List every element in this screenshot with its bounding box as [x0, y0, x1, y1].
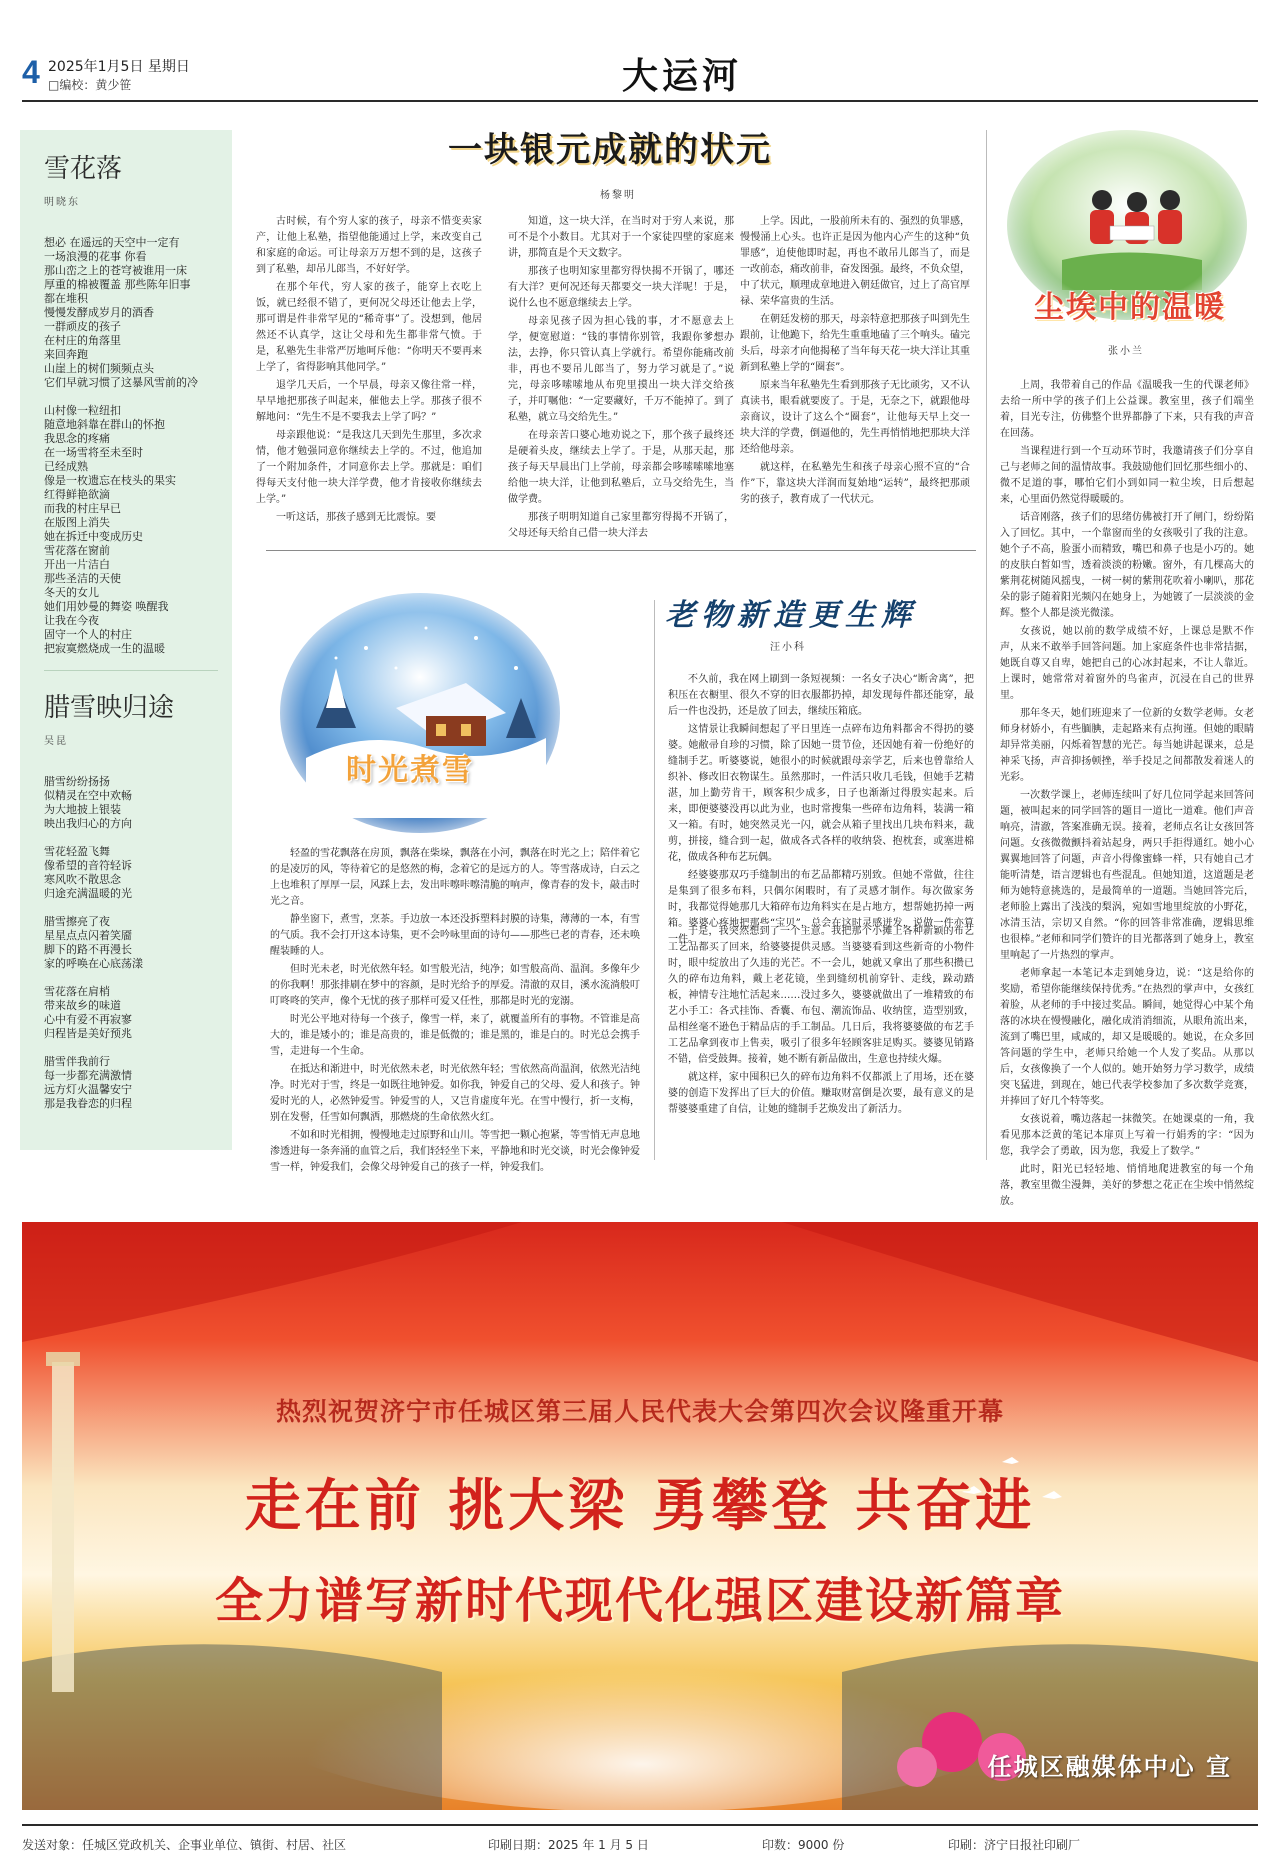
poem-line: 寒风吹不散思念: [44, 873, 121, 886]
main-story-column: [508, 214, 734, 539]
paragraph: 上周，我带着自己的作品《温暖我一生的代课老师》去给一所中学的孩子们上公益课。教室里，孩子们端坐着，目光专注，仿佛整个世界都静了下来，只有我的声音在回荡。: [1000, 380, 1254, 439]
poem-line: 随意地斜靠在群山的怀抱: [44, 418, 165, 431]
poem-line: 在村庄的角落里: [44, 334, 121, 347]
poem-line: 一场浪漫的花事 你看: [44, 250, 147, 263]
poem-stanza: [44, 1055, 218, 1111]
paragraph: 经婆婆那双巧手缝制出的布艺品都精巧别致。但她不常做，往往是集到了很多布料，只偶尔闲暇时，有了灵感才制作。每次做家务时，我都觉得她那几大箱碎布边角料实在是占地方，想帮她扔掉一两箱。婆婆心疼地把那些“宝贝”，总会在这时灵感迸发，说做一件亦算一件。: [668, 870, 974, 945]
editor-credit: □编校：黄少笹: [48, 78, 132, 92]
column-rule: [654, 600, 655, 1160]
footer-print-date: 印刷日期：2025 年 1 月 5 日: [488, 1838, 649, 1852]
poem-line: 像是一枚遗忘在枝头的果实: [44, 474, 176, 487]
poem-line: 腊雪纷纷扬扬: [44, 775, 110, 788]
poem-line: 慢慢发酵成岁月的酒香: [44, 306, 154, 319]
paragraph: 那年冬天，她们班迎来了一位新的女数学老师。女老师身材娇小，有些腼腆，走起路来有点拘谨。但她的眼睛却异常美丽，闪烁着智慧的光芒。每当她讲起课来，总是神采飞扬，声音抑扬顿挫，举手投足之间都散发着迷人的光彩。: [1000, 708, 1254, 783]
poem-line: 脚下的路不再漫长: [44, 943, 132, 956]
poem-line: 她们用妙曼的舞姿 唤醒我: [44, 600, 169, 613]
main-story-column: [740, 214, 970, 505]
paragraph: 就这样，家中囤积已久的碎布边角料不仅都派上了用场，还在婆婆的创造下发挥出了巨大的价值。赚取财富倒是次要，最有意义的是帮婆婆重建了自信，让她的缝制手艺焕发出了新活力。: [668, 1072, 974, 1115]
paragraph: 那孩子明明知道自己家里都穷得揭不开锅了，父母还每天给自己借一块大洋去: [508, 512, 734, 539]
poem-line: 红得鲜艳欲滴: [44, 488, 110, 501]
poem-line: 那些圣洁的天使: [44, 572, 121, 585]
poem-stanza: [44, 915, 218, 971]
paragraph: 于是，我突然想到了一个主意。我把那个小摊上各种新颖的布艺工艺品都买了回来，给婆婆提供灵感。当婆婆看到这些新奇的小物件时，眼中绽放出了久违的光芒。不一会儿，她就又拿出了那些积攒已久的碎布边角料，戴上老花镜，坐到缝纫机前穿针、走线，跺动踏板，神情专注地忙活起来……没过多久，婆婆就做出了一堆精致的布艺小手工：各式挂饰、香囊、布包、潮流饰品、收纳筐，造型别致，品相丝毫不逊色于精品店的手工制品。几日后，我将婆婆做的布艺手工艺品拿到夜市上售卖，吸引了很多年轻顾客驻足购买。婆婆见销路不错，倍受鼓舞。接着，她不断有新品做出，生意也持续火爆。: [668, 926, 974, 1065]
poem-line: 那是我眷恋的归程: [44, 1097, 132, 1110]
paragraph: 知道，这一块大洋，在当时对于穷人来说，那可不是个小数目。尤其对于一个家徒四壁的家庭来讲，那简直是个天文数字。: [508, 216, 734, 259]
page-number: 4: [22, 54, 40, 90]
paragraph: 当课程进行到一个互动环节时，我邀请孩子们分享自己与老师之间的温情故事。我鼓励他们回忆那些细小的、微不足道的事，哪怕它们小到如同一粒尘埃，日后想起来，心里面仍然觉得暖暖的。: [1000, 446, 1254, 505]
poem-line: 像希望的音符轻诉: [44, 859, 132, 872]
poem-line: 把寂寞燃烧成一生的温暖: [44, 642, 165, 655]
paragraph: 静坐窗下，煮雪，烹茶。手边放一本还没拆塑料封膜的诗集，薄薄的一本，有雪的气质。我不会打开这本诗集，更不会吟咏里面的诗句——那些已老的青春，还未唤醒装睡的人。: [270, 914, 640, 957]
poem-line: 开出一片洁白: [44, 558, 110, 571]
paragraph: 不久前，我在网上刷到一条短视频：一名女子决心“断舍离”，把积压在衣橱里、很久不穿的旧衣服都扔掉，却发现每件都还能穿，最后一件也没扔，还是放了回去，继续压箱底。: [668, 674, 974, 717]
banner-mission-line: 全力谱写新时代现代化强区建设新篇章: [214, 1573, 1065, 1629]
right-story-author: 张小兰: [1108, 346, 1144, 357]
poem-line: 山崖上的树们频频点头: [44, 362, 154, 375]
poem-author: 吴昆: [44, 736, 68, 747]
poem-line: 而我的村庄早已: [44, 502, 121, 515]
paragraph: 在朝廷发榜的那天，母亲特意把那孩子叫到先生跟前，让他跪下，给先生重重地磕了三个响头。磕完头后，母亲才向他揭秘了当年每天花一块大洋让其重新到私塾上学的“圈套”。: [740, 314, 970, 373]
paragraph: 上学。因此，一股前所未有的、强烈的负罪感，慢慢涌上心头。也许正是因为他内心产生的这种“负罪感”，迫使他即时起，再也不敢吊儿郎当了，而是一改前态，痛改前非，奋发图强。最终，不负众望，中了状元，顺理成章地进入朝廷做官，过上了高官厚禄、荣华富贵的生活。: [740, 216, 970, 307]
paragraph: 不如和时光相拥，慢慢地走过原野和山川。等雪把一颗心抱紧，等雪悄无声息地渗透进每一条奔涌的血管之后，我们轻轻坐下来，平静地和时光交谈，时光会像钟爱雪一样，钟爱我们，会像父母钟爱自己的孩子一样，钟爱我们。: [270, 1130, 640, 1173]
poem-line: 腊雪擦亮了夜: [44, 915, 110, 928]
poem-line: 归程皆是美好预兆: [44, 1027, 132, 1040]
poem-line: 在一场雪将至未至时: [44, 446, 143, 459]
poem-line: 雪花落在窗前: [44, 544, 110, 557]
paragraph: 一次数学课上，老师连续叫了好几位同学起来回答问题，被叫起来的同学回答的题目一道比一道难。他们声音响亮，清澈，答案准确无误。接着，老师点名让女孩回答问题。女孩微微颤抖着站起身，两只手拒得通红。她小心翼翼地回答了问题，声音小得像蜜蜂一样，只有她自己才能听清楚，语言逻辑也有些混乱。但她知道，这道题是老师为她特意挑选的，是最简单的一道题。当她回答完后，老师脸上露出了浅浅的梨涡，宛如雪地里绽放的小野花，冰清玉洁，宗切又自然。“你的回答非常准确，逻辑思维也很棒。”老师和同学们赞许的目光都落到了她身上，教室里响起了一片热烈的掌声。: [1000, 790, 1254, 961]
paragraph: 话音刚落，孩子们的思绪仿佛被打开了闸门，纷纷陷入了回忆。其中，一个靠窗而坐的女孩吸引了我的注意。她个子不高，脸蛋小而精致，嘴巴和鼻子也是小巧的。她的皮肤白皙如雪，透着淡淡的粉嫩。窗外，有几棵高大的紫荆花树随风摇曳，一树一树的紫荆花吹着小喇叭，那花朵的影子随着阳光频闪在她身上，为她镀了一层淡淡的金辉。整个人都是淡光微漾。: [1000, 512, 1254, 619]
paragraph: 老师拿起一本笔记本走到她身边，说：“这是给你的奖励，希望你能继续保持优秀。”在热烈的掌声中，女孩红着脸，从老师的手中接过奖品。瞬间，她觉得心中某个角落的冰块在慢慢融化，融化成消消细流，从眼角流出来，流到了嘴巴里，咸咸的，却又是暖暖的。她说，在众多回答问题的学生中，老师只给她一个人发了奖品。从那以后，女孩像换了一个人似的。她开始努力学习数学，成绩突飞猛进，到现在，她已代表学校参加了多次数学竞赛，并捧回了好几个特等奖。: [1000, 968, 1254, 1107]
footer-recipients: 发送对象：任城区党政机关、企事业单位、镇街、村居、社区: [22, 1838, 347, 1852]
paragraph: 在那个年代，穷人家的孩子，能穿上衣吃上饭，就已经很不错了，更何况父母还让他去上学，那可谓是件非常罕见的“稀奇事”了。没想到，他居然还不认真学，这让父母和先生都非常气愤。于是，私塾先生非常严厉地呵斥他：“你明天不要再来上学了，省得影响其他同学。”: [256, 282, 482, 373]
winter-snow-image: [276, 588, 564, 838]
paragraph: 女孩说着，嘴边落起一抹微笑。在她课桌的一角，我看见那本泛黄的笔记本扉页上写着一行娟秀的字：“因为您，我学会了勇敢，因为您，我爱上了数学。”: [1000, 1114, 1254, 1157]
poem-line: 腊雪伴我前行: [44, 1055, 110, 1068]
paragraph: 一听这话，那孩子感到无比震惊。要: [276, 512, 436, 523]
poem-body: [44, 775, 218, 1111]
paragraph: 原来当年私塾先生看到那孩子无比顽劣，又不认真读书，眼看就要废了。于是，无奈之下，就跟他母亲商议，设计了这么个“圈套”，让他每天早上交一块大洋的学费，倒逼他的，先生再悄悄地把那块大洋还给他母亲。: [740, 380, 970, 455]
poem-line: 山村像一粒纽扣: [44, 404, 121, 417]
poem-line: 都在堆积: [44, 292, 88, 305]
poetry-column: [20, 130, 232, 1150]
main-story-author: 杨黎明: [600, 190, 636, 201]
poem-line: 为大地披上银装: [44, 803, 121, 816]
paragraph: 那孩子也明知家里都穷得快揭不开锅了，哪还有大洋？更何况还每天都要交一块大洋呢！于是，说什么也不愿意继续去上学。: [508, 266, 734, 309]
paragraph: 此时，阳光已轻轻地、悄悄地爬进教室的每一个角落，教室里微尘漫舞，美好的梦想之花正在尘埃中悄然绽放。: [1000, 1164, 1254, 1207]
poem-body: [44, 236, 218, 656]
poem-line: 固守一个人的村庄: [44, 628, 132, 641]
section-title: 大运河: [621, 55, 742, 97]
poem-line: 雪花落在肩梢: [44, 985, 110, 998]
right-story-column: [1000, 378, 1254, 1207]
poem-stanza: [44, 404, 218, 656]
paragraph: 时光公平地对待每一个孩子，像雪一样，来了，就覆盖所有的事物。不管谁是高大的，谁是矮小的；谁是高贵的，谁是低微的；谁是黑的，谁是白的。时光总会携手雪，走进每一个生命。: [270, 1014, 640, 1057]
poem-line: 我思念的疼痛: [44, 432, 110, 445]
poem-line: 远方灯火温馨安宁: [44, 1083, 132, 1096]
poem-line: 家的呼唤在心底荡漾: [44, 957, 143, 970]
poem-line: 来回奔跑: [44, 348, 88, 361]
poem-stanza: [44, 985, 218, 1041]
main-story-title: 一块银元成就的状元: [448, 130, 772, 170]
poem-line: 归途充满温暖的光: [44, 887, 132, 900]
poem-line: 已经成熟: [44, 460, 88, 473]
banner-organization: 任城区融媒体中心 宣: [987, 1753, 1232, 1781]
winter-scene-illustration: [276, 588, 564, 838]
poem-line: 一群顽皮的孩子: [44, 320, 121, 333]
story2-title: 老物新造更生辉: [665, 598, 917, 633]
poem-line: 它们早就习惯了这暴风雪前的冷: [44, 376, 198, 389]
paragraph: 女孩说，她以前的数学成绩不好，上课总是默不作声，从来不敢举手回答问题。加上家庭条件也非常拮据，她既自尊又自卑，她把自己的心冰封起来，不让人靠近。上课时，她常常对着窗外的鸟雀声，沉浸在自己的世界里。: [1000, 626, 1254, 701]
poem-stanza: [44, 775, 218, 831]
winter-story-column: [270, 846, 640, 1173]
poem-line: 似精灵在空中欢畅: [44, 789, 132, 802]
poem-1: [44, 148, 218, 656]
paragraph: 退学几天后，一个早晨，母亲又像往常一样，早早地把那孩子叫起来，催他去上学。那孩子很不解地问：“先生不是不要我去上学了吗？”: [256, 380, 482, 423]
poem-line: 每一步都充满激情: [44, 1069, 132, 1082]
congratulation-banner: [22, 1222, 1258, 1810]
issue-date: 2025年1月5日 星期日: [48, 59, 190, 75]
poem-title: 雪花落: [44, 154, 123, 184]
banner-slogan-line: 走在前 挑大梁 勇攀登 共奋进: [244, 1474, 1036, 1539]
section-rule: [266, 550, 976, 551]
footer-printer: 印刷：济宁日报社印刷厂: [948, 1838, 1081, 1852]
main-story-column: [256, 214, 482, 523]
paragraph: 就这样，在私塾先生和孩子母亲心照不宣的“合作”下，靠这块大洋润而复始地“运转”，最终把那顽劣的孩子，教育成了一代状元。: [740, 462, 970, 505]
poem-divider: [44, 670, 218, 671]
paragraph: 轻盈的雪花飘落在房顶，飘落在柴垛，飘落在小河，飘落在时光之上；陪伴着它的是凌厉的风，等待着它的是悠然的梅，念着它的是远方的人。等雪落成诗，白云之上也堆积了厚厚一层，风踩上去，发出咔嚓咔嚓清脆的响声，像青春的发卡，敲击时光之音。: [270, 848, 640, 907]
poem-line: 那山峦之上的苍穹被谁用一床: [44, 264, 187, 277]
poem-line: 想必 在遥远的天空中一定有: [44, 236, 180, 249]
poem-line: 冬天的女儿: [44, 586, 99, 599]
footer-copies: 印数：9000 份: [762, 1838, 845, 1852]
paragraph: 在母亲苦口婆心地劝说之下，那个孩子最终还是硬着头皮，继续去上学了。于是，从那天起，那孩子每天早晨出门上学前，母亲都会哆嗦嗦嗦地塞给他一块大洋，让他到私塾后，立马交给先生，当做学费。: [508, 430, 734, 505]
paragraph: 母亲跟他说：“是我这几天到先生那里，多次求情，他才勉强同意你继续去上学的。不过，他追加了一个附加条件，才同意你去上学。那就是：咱们得每天支付他一块大洋学费，他才肯接收你继续去上学。”: [256, 430, 482, 505]
column-rule: [986, 130, 987, 1160]
paragraph: 在抵达和渐进中，时光依然未老，时光依然年轻；雪依然高尚温润，依然光洁纯净。时光对于雪，终是一如既往地钟爱。如你我，钟爱自己的父母、爱人和孩子。钟爱时光的人，必然钟爱雪。钟爱雪的人，又岂肯虚度年光。在雪中慢行，折一支梅，别在发髻，任雪如何飘洒，那燃烧的生命依然火红。: [270, 1064, 640, 1123]
poem-line: 厚重的棉被覆盖 那些陈年旧事: [44, 278, 191, 291]
poem-line: 星星点点闪着笑靥: [44, 929, 132, 942]
poem-line: 雪花轻盈飞舞: [44, 845, 110, 858]
poem-stanza: [44, 845, 218, 901]
poem-2: [44, 687, 218, 1111]
right-story-title: 尘埃中的温暖: [1034, 290, 1226, 325]
footer: [22, 1824, 1258, 1852]
poem-title: 腊雪映归途: [44, 693, 175, 723]
poem-line: 带来故乡的味道: [44, 999, 121, 1012]
paragraph: 古时候，有个穷人家的孩子，母亲不惜变卖家产，让他上私塾，指望他能通过上学，来改变自己和家庭的命运。可让母亲万万想不到的是，这孩子到了私塾，却吊儿郎当，不好好学。: [256, 216, 482, 275]
masthead: [22, 40, 1258, 102]
story2-column: [668, 672, 974, 945]
poem-line: 心中有爱不再寂寥: [44, 1013, 132, 1026]
poem-line: 让我在今夜: [44, 614, 99, 627]
poem-stanza: [44, 236, 218, 390]
poem-line: 她在拆迁中变成历史: [44, 530, 143, 543]
poem-line: 映出我归心的方向: [44, 817, 132, 830]
paragraph: 但时光未老，时光依然年轻。如雪般光洁，纯净；如雪般高尚、温润。多像年少的你我啊！那张排刷在梦中的容颜，是时光给予的厚爱。清澈的双目，溪水流淌般叮叮咚咚的笑声，像个无忧的孩子那样可爱又任性，那都是时光的宠溺。: [270, 964, 640, 1007]
story2-author: 汪小科: [770, 642, 806, 653]
banner-congrats-line: 热烈祝贺济宁市任城区第三届人民代表大会第四次会议隆重开幕: [275, 1397, 1004, 1426]
winter-image-caption: 时光煮雪: [346, 753, 474, 788]
paragraph: 母亲见孩子因为担心钱的事，才不愿意去上学，便宽慰道：“钱的事情你别管，我跟你爹想办法，去挣，你只管认真上学就行。希望你能痛改前非，再也不要吊儿郎当了，努力学习就是了。”说完，母亲哆嗦嗦地从布兜里摸出一块大洋交给孩子，并叮嘱他：“一定要藏好，千万不能掉了。到了私塾，就立马交给先生。”: [508, 316, 734, 423]
story2-column: [668, 924, 974, 1154]
poem-line: 在版图上消失: [44, 516, 110, 529]
poem-author: 明晓东: [44, 197, 80, 208]
paragraph: 这情景让我瞬间想起了平日里连一点碎布边角料都舍不得扔的婆婆。她敝帚自珍的习惯，除了因她一贯节俭，还因她有着一份绝好的缝制手艺。听婆婆说，她很小的时候就跟母亲学艺，后来也曾靠给人织补、修改旧衣物谋生。虽然那时，一件活只收几毛钱，但她手艺精湛，加上勤劳肯干，顾客积少成多，日子也渐渐过得殷实起来。后来，即便婆婆没再以此为业，也时常搜集一些碎布边角料，装满一箱又一箱。有时，她突然灵光一闪，就会从箱子里找出几块布料来，裁剪，拼接，缝合到一起，做成各式各样的收纳袋、抱枕套，或塞进棉花，做成各种布艺玩偶。: [668, 724, 974, 863]
